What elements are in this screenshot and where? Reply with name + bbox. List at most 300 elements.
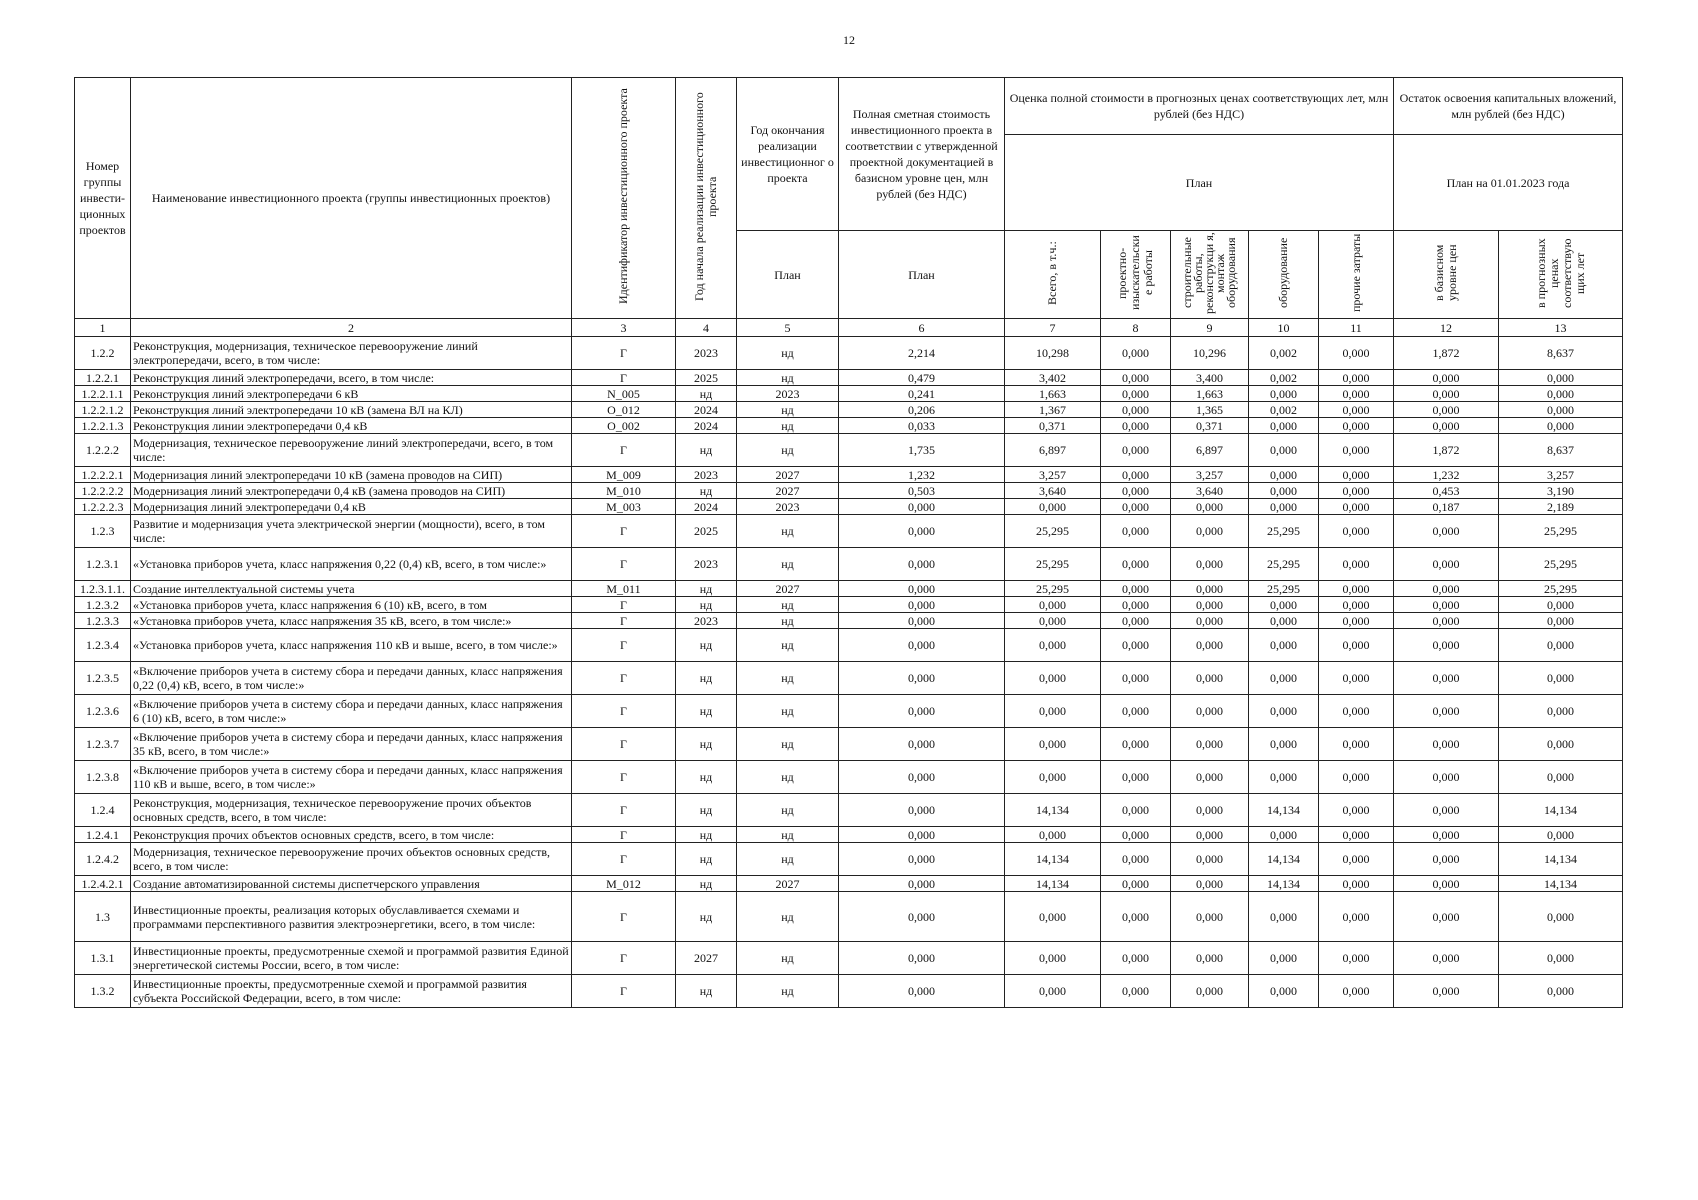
- header-plan-end: План: [737, 231, 839, 319]
- table-row: [75, 499, 1623, 515]
- row-end-year: 2027: [737, 483, 839, 499]
- row-number: 1.2.2.1.3: [75, 418, 131, 434]
- row-identifier: Г: [572, 695, 676, 728]
- row-full-cost: 0,000: [839, 942, 1005, 975]
- row-end-year: нд: [737, 548, 839, 581]
- row-identifier: Г: [572, 942, 676, 975]
- row-identifier: Г: [572, 975, 676, 1008]
- row-design-works: 0,000: [1101, 975, 1171, 1008]
- row-identifier: Г: [572, 613, 676, 629]
- row-total: 10,298: [1005, 337, 1101, 370]
- row-design-works: 0,000: [1101, 515, 1171, 548]
- column-number: 9: [1171, 319, 1249, 337]
- row-equipment: 0,000: [1249, 942, 1319, 975]
- row-number: 1.2.3.7: [75, 728, 131, 761]
- row-project-name: «Включение приборов учета в систему сбора и передачи данных, класс напряжения 6 (10) кВ, всего, в том числе:»: [131, 695, 572, 728]
- row-equipment: 14,134: [1249, 794, 1319, 827]
- row-number: 1.2.2.2.2: [75, 483, 131, 499]
- row-full-cost: 0,000: [839, 975, 1005, 1008]
- row-number: 1.2.3.1: [75, 548, 131, 581]
- row-design-works: 0,000: [1101, 386, 1171, 402]
- row-forecast-prices: 0,000: [1499, 402, 1623, 418]
- row-end-year: нд: [737, 975, 839, 1008]
- row-full-cost: 0,000: [839, 876, 1005, 892]
- row-design-works: 0,000: [1101, 728, 1171, 761]
- row-end-year: нд: [737, 629, 839, 662]
- row-number: 1.2.3.5: [75, 662, 131, 695]
- row-start-year: 2023: [676, 337, 737, 370]
- row-number: 1.2.2.2: [75, 434, 131, 467]
- row-other-costs: 0,000: [1319, 337, 1394, 370]
- row-forecast-prices: 0,000: [1499, 695, 1623, 728]
- table-row: [75, 434, 1623, 467]
- row-equipment: 25,295: [1249, 515, 1319, 548]
- row-start-year: нд: [676, 761, 737, 794]
- header-plan-cost: План: [839, 231, 1005, 319]
- header-col-total-text: Всего, в т.ч.:: [1045, 241, 1059, 305]
- row-equipment: 0,000: [1249, 434, 1319, 467]
- row-total: 1,663: [1005, 386, 1101, 402]
- row-end-year: 2023: [737, 386, 839, 402]
- row-construction-works: 1,663: [1171, 386, 1249, 402]
- row-end-year: нд: [737, 942, 839, 975]
- row-design-works: 0,000: [1101, 597, 1171, 613]
- header-col-forecast-prices-text: в прогнозных ценах соответствую щих лет: [1533, 238, 1587, 308]
- header-end-year: Год окончания реализации инвестиционног о проекта: [737, 78, 839, 231]
- row-project-name: Реконструкция, модернизация, техническое перевооружение прочих объектов основных средств, всего, в том числе:: [131, 794, 572, 827]
- header-col-equipment-text: оборудование: [1276, 237, 1290, 309]
- row-number: 1.3.1: [75, 942, 131, 975]
- header-col-base-prices-text: в базисном уровне цен: [1432, 244, 1459, 302]
- table-row: [75, 418, 1623, 434]
- row-project-name: «Установка приборов учета, класс напряжения 110 кВ и выше, всего, в том числе:»: [131, 629, 572, 662]
- table-row: [75, 483, 1623, 499]
- table-row: [75, 728, 1623, 761]
- row-full-cost: 0,000: [839, 843, 1005, 876]
- row-number: 1.2.3.4: [75, 629, 131, 662]
- header-col-forecast-prices: [1499, 231, 1623, 319]
- row-construction-works: 0,000: [1171, 499, 1249, 515]
- row-start-year: нд: [676, 662, 737, 695]
- row-base-prices: 0,000: [1394, 794, 1499, 827]
- row-design-works: 0,000: [1101, 761, 1171, 794]
- row-identifier: Г: [572, 548, 676, 581]
- row-project-name: Развитие и модернизация учета электрической энергии (мощности), всего, в том числе:: [131, 515, 572, 548]
- row-full-cost: 0,033: [839, 418, 1005, 434]
- row-base-prices: 0,000: [1394, 370, 1499, 386]
- row-equipment: 0,000: [1249, 695, 1319, 728]
- row-base-prices: 0,187: [1394, 499, 1499, 515]
- row-end-year: нд: [737, 892, 839, 942]
- row-design-works: 0,000: [1101, 337, 1171, 370]
- table-row: [75, 515, 1623, 548]
- row-end-year: нд: [737, 402, 839, 418]
- row-full-cost: 0,000: [839, 581, 1005, 597]
- row-start-year: нд: [676, 876, 737, 892]
- row-construction-works: 3,640: [1171, 483, 1249, 499]
- row-base-prices: 0,000: [1394, 728, 1499, 761]
- row-number: 1.2.4: [75, 794, 131, 827]
- row-project-name: «Включение приборов учета в систему сбора и передачи данных, класс напряжения 0,22 (0,4) кВ, всего, в том числе:»: [131, 662, 572, 695]
- header-full-cost: Полная сметная стоимость инвестиционного проекта в соответствии с утвержденной проектной документацией в базисном уровне цен, млн рублей (без НДС): [839, 78, 1005, 231]
- row-total: 0,000: [1005, 827, 1101, 843]
- row-start-year: 2023: [676, 613, 737, 629]
- row-equipment: 0,000: [1249, 827, 1319, 843]
- row-end-year: 2027: [737, 467, 839, 483]
- row-full-cost: 0,000: [839, 629, 1005, 662]
- row-forecast-prices: 0,000: [1499, 613, 1623, 629]
- column-number: 6: [839, 319, 1005, 337]
- header-col-construction: [1171, 231, 1249, 319]
- row-construction-works: 0,000: [1171, 695, 1249, 728]
- row-forecast-prices: 3,190: [1499, 483, 1623, 499]
- row-base-prices: 0,000: [1394, 942, 1499, 975]
- row-number: 1.2.3.2: [75, 597, 131, 613]
- row-other-costs: 0,000: [1319, 827, 1394, 843]
- row-full-cost: 0,000: [839, 499, 1005, 515]
- row-start-year: нд: [676, 629, 737, 662]
- row-other-costs: 0,000: [1319, 843, 1394, 876]
- row-base-prices: 0,000: [1394, 662, 1499, 695]
- row-other-costs: 0,000: [1319, 548, 1394, 581]
- row-start-year: нд: [676, 386, 737, 402]
- row-total: 3,640: [1005, 483, 1101, 499]
- table-row: [75, 597, 1623, 613]
- row-base-prices: 0,000: [1394, 695, 1499, 728]
- row-equipment: 0,000: [1249, 597, 1319, 613]
- header-identifier: [572, 78, 676, 319]
- page-number: 12: [843, 33, 855, 47]
- row-project-name: Модернизация, техническое перевооружение прочих объектов основных средств, всего, в том числе:: [131, 843, 572, 876]
- row-forecast-prices: 0,000: [1499, 662, 1623, 695]
- row-total: 0,000: [1005, 629, 1101, 662]
- row-project-name: Создание интеллектуальной системы учета: [131, 581, 572, 597]
- row-forecast-prices: 25,295: [1499, 548, 1623, 581]
- row-base-prices: 0,000: [1394, 975, 1499, 1008]
- row-start-year: 2024: [676, 499, 737, 515]
- row-identifier: Г: [572, 728, 676, 761]
- row-other-costs: 0,000: [1319, 581, 1394, 597]
- row-forecast-prices: 0,000: [1499, 892, 1623, 942]
- row-construction-works: 0,000: [1171, 942, 1249, 975]
- row-full-cost: 1,232: [839, 467, 1005, 483]
- row-other-costs: 0,000: [1319, 418, 1394, 434]
- row-identifier: Г: [572, 434, 676, 467]
- row-total: 3,402: [1005, 370, 1101, 386]
- row-base-prices: 1,872: [1394, 434, 1499, 467]
- row-equipment: 14,134: [1249, 843, 1319, 876]
- row-identifier: Г: [572, 629, 676, 662]
- row-total: 25,295: [1005, 515, 1101, 548]
- row-project-name: Инвестиционные проекты, предусмотренные схемой и программой развития Единой энергетической системы России, всего, в том числе:: [131, 942, 572, 975]
- row-base-prices: 0,000: [1394, 548, 1499, 581]
- row-start-year: 2025: [676, 515, 737, 548]
- row-base-prices: 0,000: [1394, 761, 1499, 794]
- row-design-works: 0,000: [1101, 467, 1171, 483]
- row-identifier: Г: [572, 515, 676, 548]
- row-construction-works: 10,296: [1171, 337, 1249, 370]
- row-total: 0,000: [1005, 728, 1101, 761]
- row-start-year: нд: [676, 975, 737, 1008]
- row-other-costs: 0,000: [1319, 892, 1394, 942]
- row-forecast-prices: 0,000: [1499, 597, 1623, 613]
- row-start-year: 2024: [676, 418, 737, 434]
- row-forecast-prices: 14,134: [1499, 794, 1623, 827]
- header-col-design: [1101, 231, 1171, 319]
- row-construction-works: 0,000: [1171, 761, 1249, 794]
- row-base-prices: 0,000: [1394, 827, 1499, 843]
- row-total: 14,134: [1005, 794, 1101, 827]
- row-other-costs: 0,000: [1319, 761, 1394, 794]
- row-other-costs: 0,000: [1319, 942, 1394, 975]
- column-number: 1: [75, 319, 131, 337]
- row-start-year: нд: [676, 827, 737, 843]
- row-start-year: нд: [676, 483, 737, 499]
- row-equipment: 0,000: [1249, 662, 1319, 695]
- row-end-year: нд: [737, 695, 839, 728]
- row-design-works: 0,000: [1101, 942, 1171, 975]
- row-number: 1.2.4.1: [75, 827, 131, 843]
- row-base-prices: 0,000: [1394, 402, 1499, 418]
- row-construction-works: 3,257: [1171, 467, 1249, 483]
- row-project-name: Реконструкция линии электропередачи 0,4 кВ: [131, 418, 572, 434]
- table-row: [75, 761, 1623, 794]
- row-construction-works: 3,400: [1171, 370, 1249, 386]
- row-identifier: N_005: [572, 386, 676, 402]
- row-forecast-prices: 2,189: [1499, 499, 1623, 515]
- row-end-year: нд: [737, 434, 839, 467]
- row-design-works: 0,000: [1101, 794, 1171, 827]
- row-end-year: нд: [737, 794, 839, 827]
- row-construction-works: 1,365: [1171, 402, 1249, 418]
- row-full-cost: 0,479: [839, 370, 1005, 386]
- row-forecast-prices: 0,000: [1499, 975, 1623, 1008]
- row-total: 25,295: [1005, 548, 1101, 581]
- row-equipment: 0,002: [1249, 370, 1319, 386]
- row-identifier: Г: [572, 892, 676, 942]
- header-col-total: [1005, 231, 1101, 319]
- row-start-year: 2025: [676, 370, 737, 386]
- row-number: 1.2.2.1.1: [75, 386, 131, 402]
- table-row: [75, 337, 1623, 370]
- row-design-works: 0,000: [1101, 629, 1171, 662]
- row-project-name: Модернизация, техническое перевооружение линий электропередачи, всего, в том числе:: [131, 434, 572, 467]
- row-full-cost: 0,000: [839, 695, 1005, 728]
- row-construction-works: 0,000: [1171, 515, 1249, 548]
- investment-projects-table: [74, 77, 1623, 1008]
- row-equipment: 0,002: [1249, 402, 1319, 418]
- row-equipment: 0,000: [1249, 467, 1319, 483]
- header-forecast-group: Оценка полной стоимости в прогнозных ценах соответствующих лет, млн рублей (без НДС): [1005, 78, 1394, 135]
- row-equipment: 0,000: [1249, 975, 1319, 1008]
- row-identifier: Г: [572, 597, 676, 613]
- table-row: [75, 794, 1623, 827]
- row-end-year: нд: [737, 662, 839, 695]
- row-full-cost: 0,000: [839, 548, 1005, 581]
- row-project-name: Модернизация линий электропередачи 0,4 кВ (замена проводов на СИП): [131, 483, 572, 499]
- header-identifier-text: Идентификатор инвестиционного проекта: [616, 88, 630, 305]
- row-construction-works: 0,000: [1171, 581, 1249, 597]
- row-equipment: 0,000: [1249, 483, 1319, 499]
- row-identifier: Г: [572, 843, 676, 876]
- row-construction-works: 0,000: [1171, 548, 1249, 581]
- row-full-cost: 0,000: [839, 515, 1005, 548]
- row-end-year: нд: [737, 827, 839, 843]
- table-body: [75, 337, 1623, 1008]
- row-design-works: 0,000: [1101, 892, 1171, 942]
- row-base-prices: 1,872: [1394, 337, 1499, 370]
- row-equipment: 0,000: [1249, 892, 1319, 942]
- row-forecast-prices: 0,000: [1499, 728, 1623, 761]
- row-start-year: нд: [676, 794, 737, 827]
- row-number: 1.3.2: [75, 975, 131, 1008]
- row-design-works: 0,000: [1101, 843, 1171, 876]
- header-plan-date: План на 01.01.2023 года: [1394, 135, 1623, 231]
- row-design-works: 0,000: [1101, 548, 1171, 581]
- row-other-costs: 0,000: [1319, 728, 1394, 761]
- row-end-year: нд: [737, 613, 839, 629]
- row-start-year: 2023: [676, 467, 737, 483]
- row-total: 0,000: [1005, 761, 1101, 794]
- row-full-cost: 1,735: [839, 434, 1005, 467]
- row-construction-works: 0,000: [1171, 876, 1249, 892]
- table-row: [75, 370, 1623, 386]
- row-base-prices: 1,232: [1394, 467, 1499, 483]
- row-total: 14,134: [1005, 843, 1101, 876]
- row-forecast-prices: 0,000: [1499, 942, 1623, 975]
- row-identifier: M_011: [572, 581, 676, 597]
- row-total: 25,295: [1005, 581, 1101, 597]
- row-start-year: нд: [676, 597, 737, 613]
- row-identifier: M_012: [572, 876, 676, 892]
- row-identifier: M_003: [572, 499, 676, 515]
- row-forecast-prices: 25,295: [1499, 515, 1623, 548]
- row-total: 14,134: [1005, 876, 1101, 892]
- row-construction-works: 0,000: [1171, 843, 1249, 876]
- row-construction-works: 0,000: [1171, 728, 1249, 761]
- row-full-cost: 0,503: [839, 483, 1005, 499]
- row-identifier: Г: [572, 761, 676, 794]
- row-design-works: 0,000: [1101, 434, 1171, 467]
- row-base-prices: 0,000: [1394, 629, 1499, 662]
- row-project-name: Создание автоматизированной системы диспетчерского управления: [131, 876, 572, 892]
- header-col-base-prices: [1394, 231, 1499, 319]
- row-full-cost: 0,206: [839, 402, 1005, 418]
- table-row: [75, 402, 1623, 418]
- row-start-year: 2023: [676, 548, 737, 581]
- column-number: 3: [572, 319, 676, 337]
- row-other-costs: 0,000: [1319, 370, 1394, 386]
- row-equipment: 25,295: [1249, 581, 1319, 597]
- row-identifier: O_002: [572, 418, 676, 434]
- row-project-name: Реконструкция линий электропередачи, всего, в том числе:: [131, 370, 572, 386]
- row-full-cost: 0,000: [839, 827, 1005, 843]
- row-number: 1.2.3.6: [75, 695, 131, 728]
- header-col-design-text: проектно-изыскательски е работы: [1115, 235, 1155, 311]
- row-other-costs: 0,000: [1319, 662, 1394, 695]
- row-base-prices: 0,000: [1394, 515, 1499, 548]
- row-total: 1,367: [1005, 402, 1101, 418]
- table-row: [75, 876, 1623, 892]
- row-project-name: «Включение приборов учета в систему сбора и передачи данных, класс напряжения 35 кВ, всего, в том числе:»: [131, 728, 572, 761]
- table-row: [75, 467, 1623, 483]
- table-row: [75, 629, 1623, 662]
- column-number: 11: [1319, 319, 1394, 337]
- row-other-costs: 0,000: [1319, 629, 1394, 662]
- table-row: [75, 662, 1623, 695]
- header-group-number: Номер группы инвести-ционных проектов: [75, 78, 131, 319]
- row-equipment: 0,000: [1249, 418, 1319, 434]
- row-start-year: 2027: [676, 942, 737, 975]
- row-number: 1.2.3.3: [75, 613, 131, 629]
- row-project-name: «Установка приборов учета, класс напряжения 0,22 (0,4) кВ, всего, в том числе:»: [131, 548, 572, 581]
- header-project-name: Наименование инвестиционного проекта (группы инвестиционных проектов): [131, 78, 572, 319]
- header-col-other: [1319, 231, 1394, 319]
- row-total: 0,000: [1005, 942, 1101, 975]
- row-end-year: 2027: [737, 876, 839, 892]
- row-equipment: 0,002: [1249, 337, 1319, 370]
- row-other-costs: 0,000: [1319, 613, 1394, 629]
- table-row: [75, 386, 1623, 402]
- row-full-cost: 0,000: [839, 728, 1005, 761]
- row-equipment: 25,295: [1249, 548, 1319, 581]
- row-base-prices: 0,000: [1394, 843, 1499, 876]
- row-other-costs: 0,000: [1319, 499, 1394, 515]
- row-identifier: O_012: [572, 402, 676, 418]
- row-design-works: 0,000: [1101, 581, 1171, 597]
- row-construction-works: 0,000: [1171, 662, 1249, 695]
- row-equipment: 0,000: [1249, 728, 1319, 761]
- row-end-year: нд: [737, 843, 839, 876]
- row-identifier: Г: [572, 337, 676, 370]
- row-total: 0,000: [1005, 892, 1101, 942]
- row-base-prices: 0,000: [1394, 613, 1499, 629]
- column-number: 13: [1499, 319, 1623, 337]
- row-other-costs: 0,000: [1319, 483, 1394, 499]
- row-forecast-prices: 14,134: [1499, 876, 1623, 892]
- header-col-construction-text: строительные работы, реконструкци я, монтаж оборудования: [1180, 232, 1238, 314]
- row-construction-works: 0,000: [1171, 613, 1249, 629]
- column-number: 2: [131, 319, 572, 337]
- row-number: 1.2.3.1.1.: [75, 581, 131, 597]
- row-construction-works: 0,371: [1171, 418, 1249, 434]
- row-end-year: 2027: [737, 581, 839, 597]
- row-equipment: 0,000: [1249, 761, 1319, 794]
- row-design-works: 0,000: [1101, 827, 1171, 843]
- row-other-costs: 0,000: [1319, 975, 1394, 1008]
- row-start-year: нд: [676, 892, 737, 942]
- row-project-name: Инвестиционные проекты, предусмотренные схемой и программой развития субъекта Российской Федерации, всего, в том числе:: [131, 975, 572, 1008]
- row-total: 6,897: [1005, 434, 1101, 467]
- row-total: 0,000: [1005, 597, 1101, 613]
- row-end-year: 2023: [737, 499, 839, 515]
- row-forecast-prices: 0,000: [1499, 629, 1623, 662]
- row-identifier: M_009: [572, 467, 676, 483]
- row-total: 3,257: [1005, 467, 1101, 483]
- row-identifier: Г: [572, 370, 676, 386]
- row-other-costs: 0,000: [1319, 695, 1394, 728]
- table-row: [75, 827, 1623, 843]
- row-construction-works: 0,000: [1171, 975, 1249, 1008]
- row-other-costs: 0,000: [1319, 467, 1394, 483]
- row-base-prices: 0,000: [1394, 597, 1499, 613]
- row-full-cost: 0,000: [839, 761, 1005, 794]
- row-full-cost: 0,000: [839, 613, 1005, 629]
- table-row: [75, 892, 1623, 942]
- row-base-prices: 0,453: [1394, 483, 1499, 499]
- row-identifier: Г: [572, 794, 676, 827]
- row-total: 0,000: [1005, 975, 1101, 1008]
